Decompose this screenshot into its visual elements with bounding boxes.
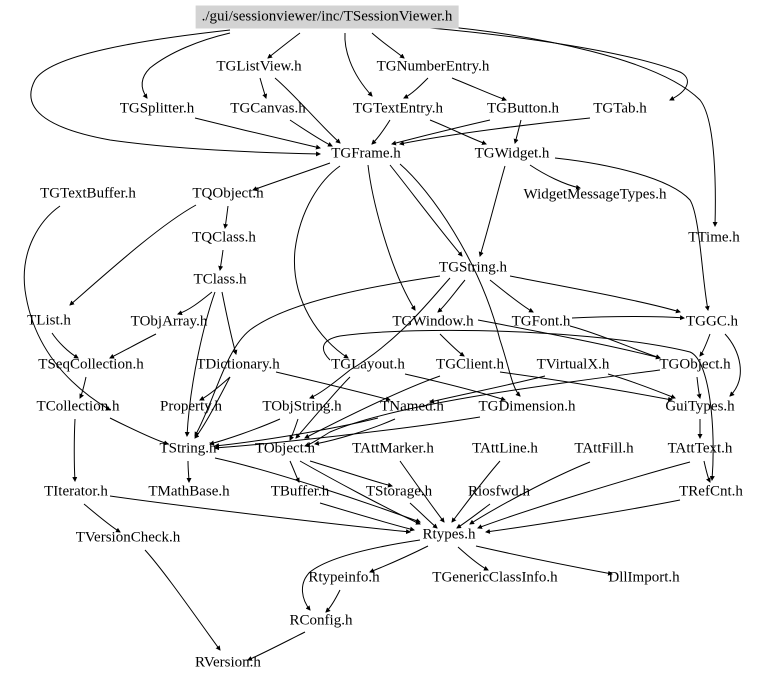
graph-node[interactable]: TGLayout.h — [331, 356, 405, 373]
graph-edge — [110, 496, 410, 532]
graph-node[interactable]: RConfig.h — [289, 612, 353, 629]
graph-edge — [200, 377, 230, 400]
graph-edge — [290, 419, 298, 440]
graph-edge — [80, 377, 86, 398]
graph-node[interactable]: TCollection.h — [36, 398, 120, 415]
graph-node[interactable]: TMathBase.h — [148, 483, 230, 500]
graph-edge — [457, 504, 490, 528]
graph-edge — [370, 546, 428, 572]
graph-edge — [310, 278, 450, 398]
graph-edge — [188, 461, 189, 482]
graph-edge — [110, 334, 156, 358]
graph-node[interactable]: TGWidget.h — [474, 145, 550, 162]
graph-edge — [515, 120, 521, 143]
graph-node[interactable]: TGenericClassInfo.h — [432, 569, 558, 586]
graph-edge — [486, 500, 680, 532]
graph-edge — [438, 280, 465, 312]
graph-node[interactable]: TStorage.h — [365, 483, 433, 500]
graph-node[interactable]: TGTab.h — [593, 100, 647, 117]
graph-edge — [392, 120, 490, 144]
graph-node[interactable]: GuiTypes.h — [665, 398, 735, 415]
graph-edge — [178, 292, 212, 314]
graph-node[interactable]: Rtypeinfo.h — [308, 569, 380, 586]
graph-edge — [310, 461, 392, 486]
graph-edge — [290, 461, 299, 482]
graph-edge — [430, 120, 486, 144]
graph-node[interactable]: TAttFill.h — [574, 440, 634, 457]
graph-edge — [458, 547, 488, 570]
graph-node[interactable]: TAttLine.h — [472, 440, 538, 457]
graph-node[interactable]: TGNumberEntry.h — [376, 58, 490, 75]
graph-edge — [390, 165, 462, 256]
graph-node[interactable]: TDictionary.h — [196, 356, 280, 373]
graph-edge — [24, 206, 110, 410]
graph-edge — [400, 118, 590, 144]
graph-node[interactable]: TGTextBuffer.h — [40, 185, 136, 202]
graph-edge — [572, 317, 684, 319]
graph-edge — [320, 503, 414, 530]
graph-node[interactable]: TObjString.h — [262, 398, 342, 415]
graph-node[interactable]: TVersionCheck.h — [75, 529, 181, 546]
graph-node[interactable]: TGListView.h — [216, 58, 302, 75]
graph-edge — [220, 250, 223, 270]
graph-node[interactable]: Riosfwd.h — [467, 483, 531, 500]
graph-edge — [697, 377, 700, 398]
graph-edge — [405, 374, 505, 400]
graph-node[interactable]: TGWindow.h — [392, 313, 474, 330]
graph-node[interactable]: TObject.h — [254, 440, 316, 457]
graph-node[interactable]: TGFont.h — [511, 313, 571, 330]
graph-node[interactable]: TGString.h — [439, 259, 507, 276]
graph-edge — [253, 163, 330, 190]
graph-node[interactable]: TAttMarker.h — [352, 440, 434, 457]
graph-node[interactable]: TIterator.h — [44, 483, 108, 500]
graph-edge — [490, 280, 533, 312]
graph-node[interactable]: TGClient.h — [436, 356, 504, 373]
graph-edge — [84, 504, 120, 532]
graph-node[interactable]: TClass.h — [193, 271, 247, 288]
graph-edge — [372, 33, 404, 58]
graph-edge — [404, 78, 428, 98]
graph-edge — [52, 333, 78, 358]
graph-node[interactable]: Property.h — [160, 398, 222, 415]
graph-edge — [608, 374, 675, 398]
graph-edge — [268, 33, 300, 58]
graph-node[interactable]: TQObject.h — [192, 185, 264, 202]
graph-edge — [555, 158, 708, 310]
graph-node[interactable]: TGDimension.h — [478, 398, 576, 415]
graph-edge — [290, 120, 332, 146]
graph-node[interactable]: TAttText.h — [667, 440, 733, 457]
graph-edge — [440, 334, 464, 356]
graph-node[interactable]: TRefCnt.h — [679, 483, 743, 500]
graph-node[interactable]: TGFrame.h — [331, 145, 401, 162]
graph-node[interactable]: Rtypes.h — [422, 526, 476, 543]
graph-edge — [70, 205, 196, 305]
graph-edge — [145, 550, 220, 650]
graph-edge — [510, 276, 680, 312]
graph-edge — [570, 326, 660, 358]
graph-edge — [345, 33, 372, 96]
graph-node[interactable]: TVirtualX.h — [536, 356, 610, 373]
graph-node[interactable]: TGGC.h — [685, 313, 739, 330]
graph-edge — [276, 372, 390, 400]
graph-node[interactable]: TBuffer.h — [270, 483, 330, 500]
graph-edge — [326, 590, 340, 612]
graph-edge — [195, 118, 320, 148]
graph-edge — [372, 120, 390, 144]
graph-node[interactable]: TList.h — [27, 312, 71, 329]
graph-edge — [704, 461, 710, 482]
graph-node[interactable]: RVersion.h — [195, 654, 261, 671]
graph-edge — [31, 30, 320, 154]
graph-edge — [480, 166, 505, 256]
graph-edge — [222, 292, 236, 354]
graph-node[interactable]: WidgetMessageTypes.h — [523, 186, 667, 203]
graph-node[interactable]: TObjArray.h — [130, 313, 208, 330]
graph-node[interactable]: TQClass.h — [192, 229, 256, 246]
graph-root-node[interactable]: ./gui/sessionviewer/inc/TSessionViewer.h — [196, 6, 459, 29]
graph-node[interactable]: TGObject.h — [659, 356, 731, 373]
graph-edge — [452, 78, 506, 100]
graph-edge — [410, 503, 437, 528]
graph-node[interactable]: TTime.h — [688, 229, 740, 246]
graph-node[interactable]: TGButton.h — [486, 100, 560, 117]
graph-node[interactable]: TGTextEntry.h — [352, 100, 444, 117]
graph-edge — [368, 165, 415, 310]
graph-node[interactable]: TGCanvas.h — [230, 100, 306, 117]
graph-node[interactable]: TNamed.h — [380, 398, 444, 415]
graph-node[interactable]: TGSplitter.h — [119, 100, 195, 117]
graph-edge — [294, 166, 348, 358]
graph-edge — [225, 206, 228, 228]
graph-node[interactable]: TString.h — [159, 440, 217, 457]
graph-edge — [530, 165, 580, 188]
graph-node[interactable]: DllImport.h — [608, 569, 680, 586]
graph-edge — [500, 372, 672, 400]
graph-edge — [74, 419, 75, 481]
graph-node[interactable]: TSeqCollection.h — [38, 356, 144, 373]
graph-edge — [700, 334, 710, 356]
graph-edge — [260, 78, 266, 98]
